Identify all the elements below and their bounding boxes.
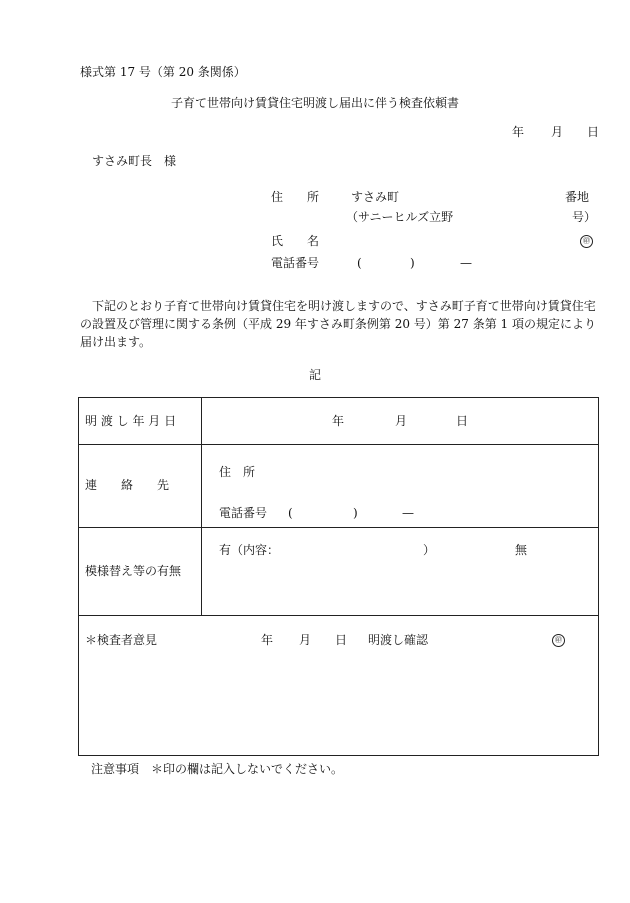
building-name: （サニーヒルズ立野 — [346, 210, 454, 224]
alterations-no: 無 — [515, 543, 528, 557]
inspector-seal-icon: ㊞ — [552, 634, 565, 647]
inspector-month: 月 — [299, 633, 312, 647]
phone-dash: — — [460, 256, 472, 270]
phone-label: 電話番号 — [271, 256, 320, 270]
name-label: 氏 名 — [271, 234, 320, 248]
date-year: 年 — [512, 125, 525, 139]
body-paragraph: 下記のとおり子育て世帯向け賃貸住宅を明け渡しますので、すさみ町子育て世帯向け賃貸住宅の設置及び管理に関する条例（平成 29 年すさみ町条例第 20 号）第 27 条第 1 項の規定により届け出ます。 — [80, 299, 596, 349]
contact-phone-dash: — — [402, 506, 414, 520]
contact-phone-label: 電話番号 — [219, 506, 268, 520]
row-label-inspector: ＊検査者意見 — [85, 633, 158, 647]
phone-open-paren: ( — [357, 256, 362, 270]
ki-heading: 記 — [308, 368, 321, 382]
contact-phone-close: ) — [353, 506, 358, 520]
address-label: 住 所 — [271, 190, 320, 204]
note: 注意事項 ＊印の欄は記入しないでください。 — [91, 762, 344, 776]
contact-phone-open: ( — [288, 506, 293, 520]
handover-confirm: 明渡し確認 — [368, 633, 429, 647]
date-month: 月 — [551, 125, 564, 139]
alterations-yes: 有（内容： — [219, 543, 280, 557]
document-title: 子育て世帯向け賃貸住宅明渡し届出に伴う検査依頼書 — [170, 96, 459, 110]
details-table — [78, 397, 599, 756]
row-label-alterations: 模様替え等の有無 — [85, 564, 182, 578]
handover-day: 日 — [456, 414, 469, 428]
handover-year: 年 — [332, 414, 345, 428]
form-number: 様式第 17 号（第 20 条関係） — [80, 65, 246, 79]
contact-address-label: 住 所 — [219, 465, 256, 479]
alterations-yes-close: ） — [423, 543, 436, 557]
address-value: すさみ町 — [351, 190, 400, 204]
seal-icon: ㊞ — [580, 235, 593, 248]
addressee: すさみ町長 様 — [92, 154, 177, 168]
inspector-year: 年 — [261, 633, 274, 647]
row-label-contact: 連 絡 先 — [85, 478, 170, 492]
banchi-label: 番地 — [565, 190, 590, 204]
inspector-day: 日 — [335, 633, 348, 647]
phone-close-paren: ) — [410, 256, 415, 270]
date-day: 日 — [587, 125, 600, 139]
handover-month: 月 — [395, 414, 408, 428]
row-label-handover-date: 明 渡 し 年 月 日 — [85, 414, 177, 428]
room-number-label: 号） — [572, 210, 597, 224]
